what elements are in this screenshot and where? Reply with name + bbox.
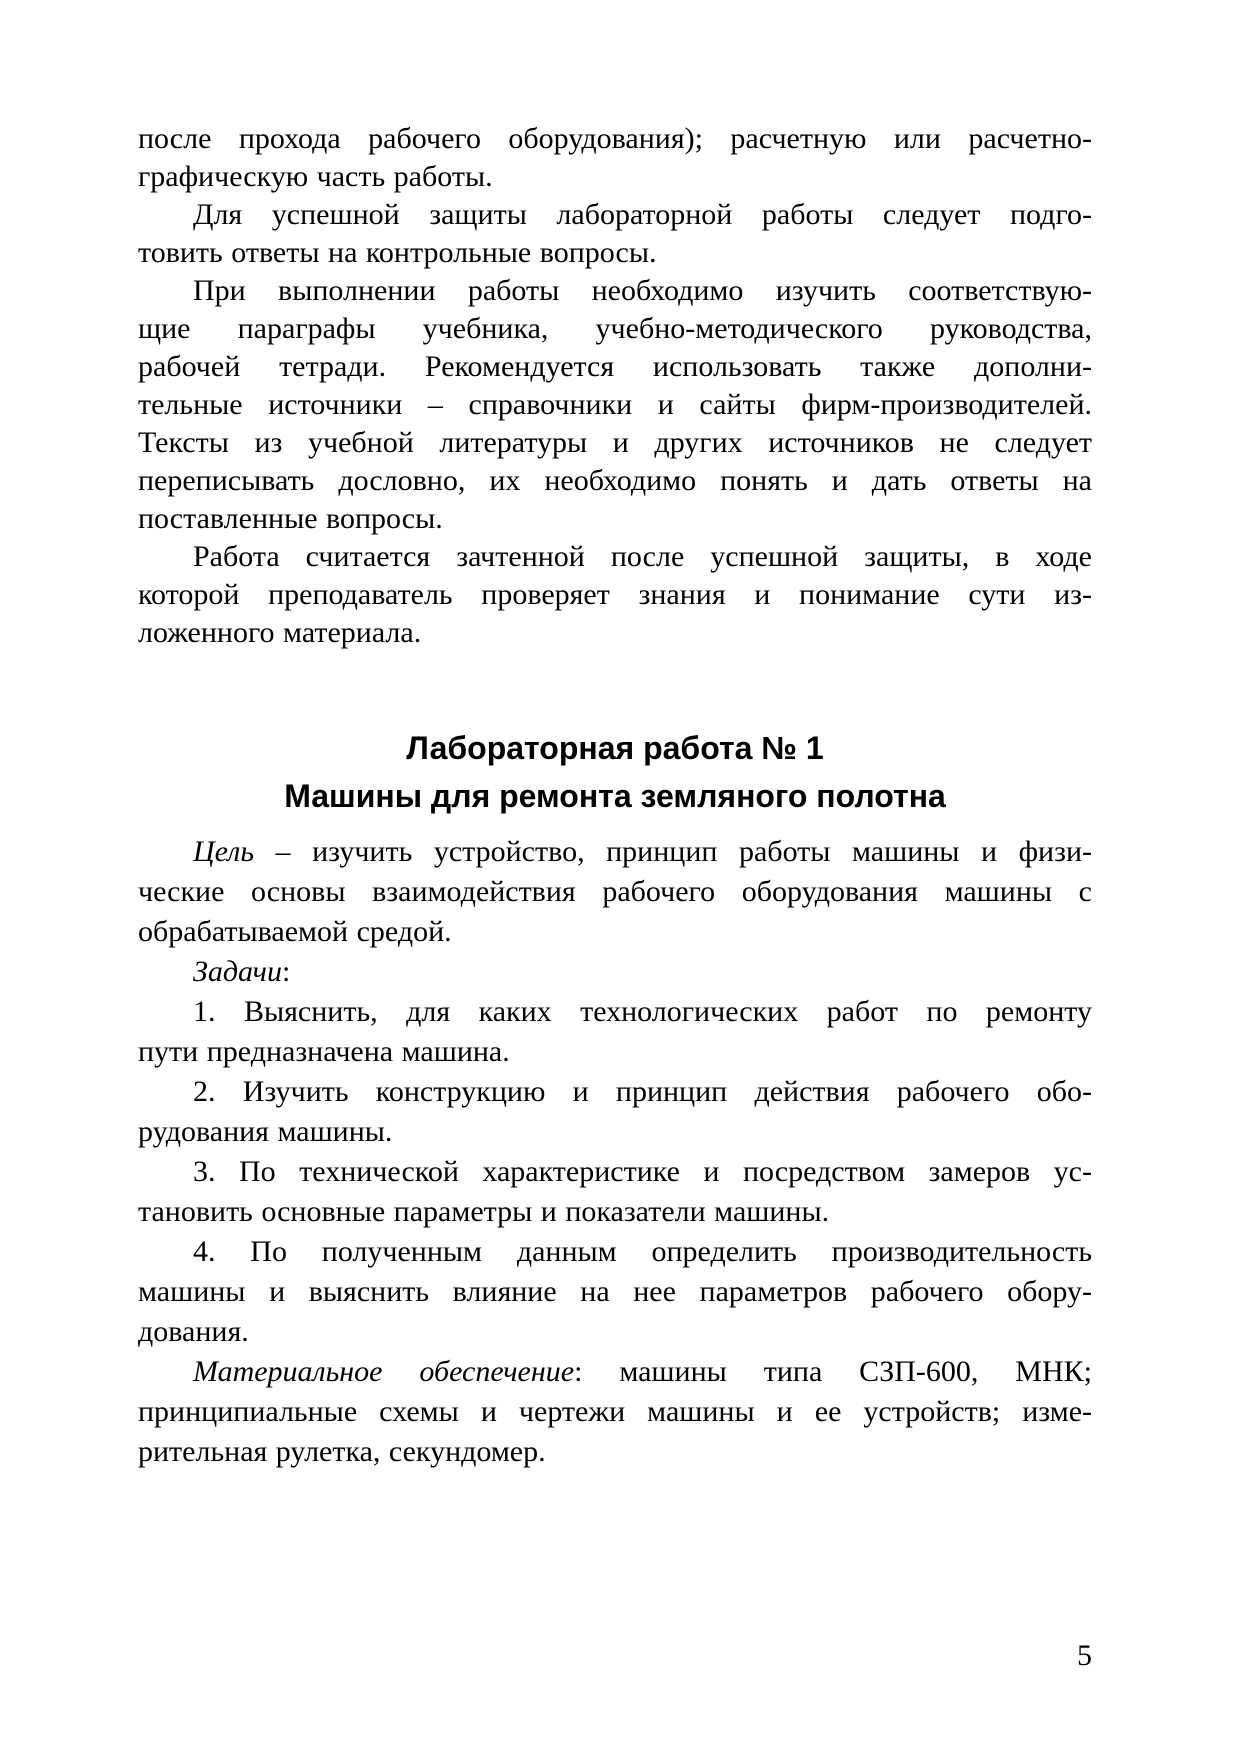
text-segment: рительная рулетка, секундомер.: [138, 1435, 546, 1468]
text-line: [138, 462, 1092, 500]
text-segment: 2. Изучить конструкцию и принцип действия рабочего обо-: [193, 1075, 1092, 1108]
paragraph: [138, 992, 1092, 1072]
text-segment: принципиальные схемы и чертежи машины и ее устройств; изме-: [138, 1395, 1092, 1428]
text-segment: тановить основные параметры и показатели машины.: [138, 1195, 830, 1228]
paragraph: [138, 196, 1092, 272]
text-line: [138, 952, 1092, 992]
text-segment: графическую часть работы.: [138, 160, 493, 193]
text-segment: машины и выяснить влияние на нее параметров рабочего обору-: [138, 1275, 1092, 1308]
paragraph: [138, 120, 1092, 196]
text-segment: Работа считается зачтенной после успешной защиты, в ходе: [193, 540, 1092, 573]
text-segment: – изучить устройство, принцип работы машины и физи-: [253, 835, 1092, 868]
text-line: [138, 424, 1092, 462]
text-line: [138, 614, 1092, 652]
text-line: [138, 348, 1092, 386]
text-segment: : машины типа СЗП-600, МНК;: [574, 1355, 1092, 1388]
text-line: [138, 872, 1092, 912]
text-line: [138, 120, 1092, 158]
text-segment: товить ответы на контрольные вопросы.: [138, 236, 657, 269]
text-segment: ческие основы взаимодействия рабочего оборудования машины с: [138, 875, 1092, 908]
text-segment: щие параграфы учебника, учебно-методического руководства,: [138, 312, 1092, 345]
text-segment: тельные источники – справочники и сайты фирм-производителей.: [138, 388, 1092, 421]
text-line: [138, 1072, 1092, 1112]
heading-line-1: Лабораторная работа № 1: [406, 730, 824, 766]
text-line: [138, 1232, 1092, 1272]
section-paragraphs: [138, 832, 1092, 1472]
text-line: [138, 1112, 1092, 1152]
text-segment: 3. По технической характеристике и посредством замеров ус-: [193, 1155, 1092, 1188]
text-line: [138, 832, 1092, 872]
text-line: [138, 310, 1092, 348]
paragraph: [138, 538, 1092, 652]
text-line: [138, 1032, 1092, 1072]
paragraph: [138, 272, 1092, 538]
text-line: [138, 234, 1092, 272]
text-segment: 4. По полученным данным определить производительность: [193, 1235, 1092, 1268]
italic-text: Задачи: [193, 955, 282, 988]
text-segment: после прохода рабочего оборудования); расчетную или расчетно-: [138, 122, 1092, 155]
text-segment: При выполнении работы необходимо изучить соответствую-: [193, 274, 1092, 307]
text-block: [138, 120, 1092, 1472]
paragraph: [138, 1232, 1092, 1352]
italic-text: Материальное обеспечение: [193, 1355, 575, 1388]
text-line: [138, 1432, 1092, 1472]
text-line: [138, 912, 1092, 952]
heading-line-2: Машины для ремонта земляного полотна: [284, 778, 946, 814]
text-segment: :: [281, 955, 291, 988]
italic-text: Цель: [193, 835, 254, 868]
intro-paragraphs: [138, 120, 1092, 652]
text-segment: ложенного материала.: [138, 616, 422, 649]
text-line: [138, 386, 1092, 424]
text-line: [138, 992, 1092, 1032]
text-line: [138, 158, 1092, 196]
paragraph: [138, 832, 1092, 952]
text-line: [138, 1152, 1092, 1192]
text-line: [138, 1192, 1092, 1232]
text-line: [138, 196, 1092, 234]
text-line: [138, 576, 1092, 614]
text-line: [138, 1352, 1092, 1392]
text-segment: дования.: [138, 1315, 249, 1348]
text-line: [138, 500, 1092, 538]
text-segment: рабочей тетради. Рекомендуется использовать также дополни-: [138, 350, 1092, 383]
text-segment: Тексты из учебной литературы и других источников не следует: [138, 426, 1092, 459]
paragraph: [138, 1152, 1092, 1232]
text-segment: переписывать дословно, их необходимо понять и дать ответы на: [138, 464, 1092, 497]
text-line: [138, 1392, 1092, 1432]
text-line: [138, 272, 1092, 310]
page-number: 5: [1077, 1639, 1092, 1672]
text-segment: поставленные вопросы.: [138, 502, 443, 535]
text-segment: Для успешной защиты лабораторной работы следует подго-: [193, 198, 1092, 231]
text-line: [138, 1312, 1092, 1352]
text-line: [138, 1272, 1092, 1312]
text-segment: обрабатываемой средой.: [138, 915, 452, 948]
text-line: [138, 538, 1092, 576]
text-segment: которой преподаватель проверяет знания и понимание сути из-: [138, 578, 1092, 611]
section-heading: [138, 724, 1092, 820]
text-segment: рудования машины.: [138, 1115, 393, 1148]
paragraph: [138, 1352, 1092, 1472]
paragraph: [138, 1072, 1092, 1152]
text-segment: пути предназначена машина.: [138, 1035, 510, 1068]
paragraph: [138, 952, 1092, 992]
text-segment: 1. Выяснить, для каких технологических работ по ремонту: [193, 995, 1092, 1028]
